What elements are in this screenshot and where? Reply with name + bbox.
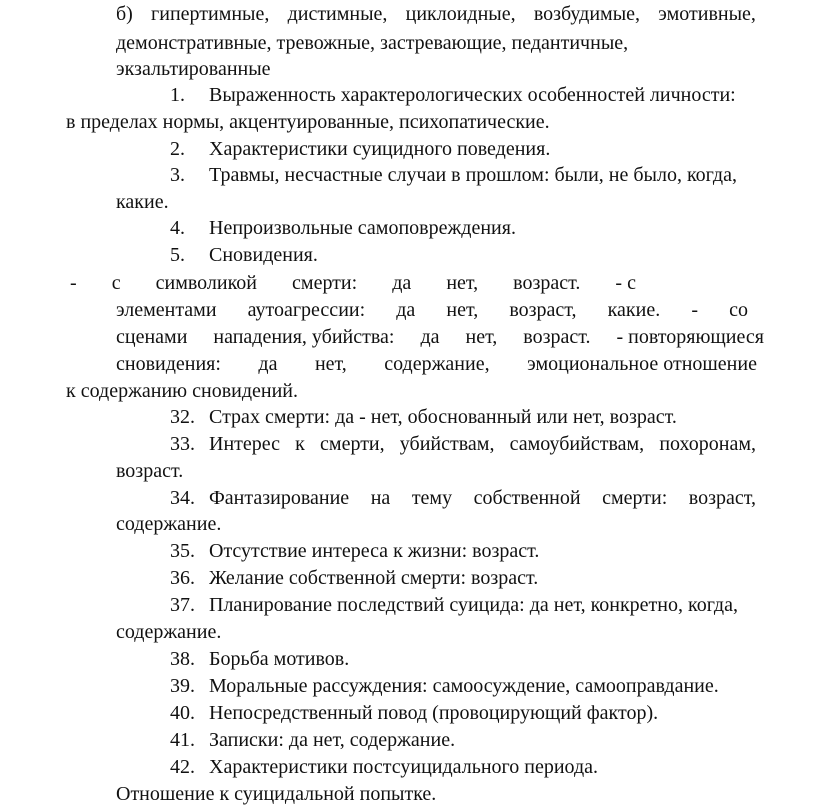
item-number: 2.	[170, 138, 185, 160]
intro-line-1	[116, 2, 756, 26]
word: содержание,	[384, 353, 490, 375]
item-number: 39.	[170, 675, 195, 697]
word: дистимные,	[287, 3, 388, 25]
item-text: Страх смерти: да - нет, обоснованный или нет, возраст.	[209, 406, 677, 428]
word: да	[392, 272, 412, 294]
item-text: Планирование последствий суицида: да нет, конкретно, когда,	[209, 594, 738, 616]
item-text: Моральные рассуждения: самоосуждение, самооправдание.	[209, 675, 719, 697]
word: нападения, убийства:	[213, 326, 395, 348]
word: самоубийствам,	[509, 433, 645, 455]
word: смерти:	[602, 487, 668, 509]
word: нет,	[314, 353, 347, 375]
dreams-row-2	[116, 298, 748, 322]
item-text: Травмы, несчастные случаи в прошлом: были, не было, когда,	[209, 164, 737, 186]
item-number: 1.	[170, 84, 185, 106]
item-continuation: содержание.	[116, 621, 222, 643]
word: возраст,	[509, 299, 577, 321]
word: да	[420, 326, 440, 348]
item-number: 41.	[170, 729, 195, 751]
word: сновидения:	[116, 353, 221, 375]
item-continuation: содержание.	[116, 513, 222, 535]
dreams-row-1	[70, 271, 636, 295]
item-text: Выраженность характерологических особенностей личности:	[209, 84, 736, 106]
item-text: Отсутствие интереса к жизни: возраст.	[209, 540, 540, 562]
item-continuation: какие.	[116, 191, 169, 213]
word: -	[691, 299, 698, 321]
dreams-row-5: к содержанию сновидений.	[66, 380, 299, 402]
word: с	[111, 272, 121, 294]
word: на	[370, 487, 391, 509]
item-text: Записки: да нет, содержание.	[209, 729, 456, 751]
word: собственной	[473, 487, 581, 509]
word: возраст.	[523, 326, 591, 348]
item-text: Характеристики постсуицидального периода.	[209, 756, 598, 778]
word: нет,	[465, 326, 498, 348]
word: да	[396, 299, 416, 321]
item-continuation: возраст.	[116, 460, 184, 482]
item-number: 42.	[170, 756, 195, 778]
word: тему	[411, 487, 453, 509]
item-text: Непроизвольные самоповреждения.	[209, 217, 516, 239]
item-continuation: в пределах нормы, акцентуированные, психопатические.	[66, 111, 550, 133]
footer-line: Отношение к суицидальной попытке.	[116, 783, 437, 805]
item-number: 34.	[170, 487, 195, 509]
intro-line-2: демонстративные, тревожные, застревающие, педантичные,	[116, 32, 629, 54]
word: смерти,	[320, 433, 385, 455]
word: похоронам,	[659, 433, 756, 455]
word: Интерес	[209, 433, 281, 455]
word: эмоциональное отношение	[527, 353, 757, 375]
word: элементами	[116, 299, 217, 321]
item-text: Борьба мотивов.	[209, 648, 350, 670]
item-number: 37.	[170, 594, 195, 616]
word: нет,	[446, 299, 479, 321]
word: - с	[615, 272, 636, 294]
word: возбудимые,	[533, 3, 641, 25]
word: символикой	[155, 272, 257, 294]
item-number: 38.	[170, 648, 195, 670]
word: возраст,	[688, 487, 756, 509]
dreams-row-4	[116, 352, 757, 376]
intro-line-3: экзальтированные	[116, 58, 271, 80]
word: сценами	[116, 326, 188, 348]
item-text: Характеристики суицидного поведения.	[209, 138, 551, 160]
word: б)	[116, 3, 133, 25]
word: да	[258, 353, 278, 375]
item-text	[209, 486, 756, 510]
item-number: 4.	[170, 217, 185, 239]
word: - повторяющиеся	[616, 326, 764, 348]
word: эмотивные,	[658, 3, 756, 25]
word: нет,	[446, 272, 479, 294]
word: какие.	[607, 299, 661, 321]
item-number: 36.	[170, 567, 195, 589]
word: Фантазирование	[209, 487, 350, 509]
dreams-row-3	[116, 325, 764, 349]
word: возраст.	[513, 272, 581, 294]
item-text	[209, 432, 756, 456]
item-number: 33.	[170, 433, 195, 455]
word: аутоагрессии:	[247, 299, 366, 321]
word: смерти:	[292, 272, 358, 294]
item-number: 32.	[170, 406, 195, 428]
item-number: 5.	[170, 244, 185, 266]
word: убийствам,	[399, 433, 495, 455]
word: к	[295, 433, 305, 455]
item-number: 35.	[170, 540, 195, 562]
word: со	[729, 299, 748, 321]
item-text: Непосредственный повод (провоцирующий фактор).	[209, 702, 659, 724]
item-text: Желание собственной смерти: возраст.	[209, 567, 539, 589]
item-number: 3.	[170, 164, 185, 186]
word: -	[70, 272, 77, 294]
word: гипертимные,	[151, 3, 270, 25]
word: циклоидные,	[405, 3, 516, 25]
item-text: Сновидения.	[209, 244, 318, 266]
item-number: 40.	[170, 702, 195, 724]
